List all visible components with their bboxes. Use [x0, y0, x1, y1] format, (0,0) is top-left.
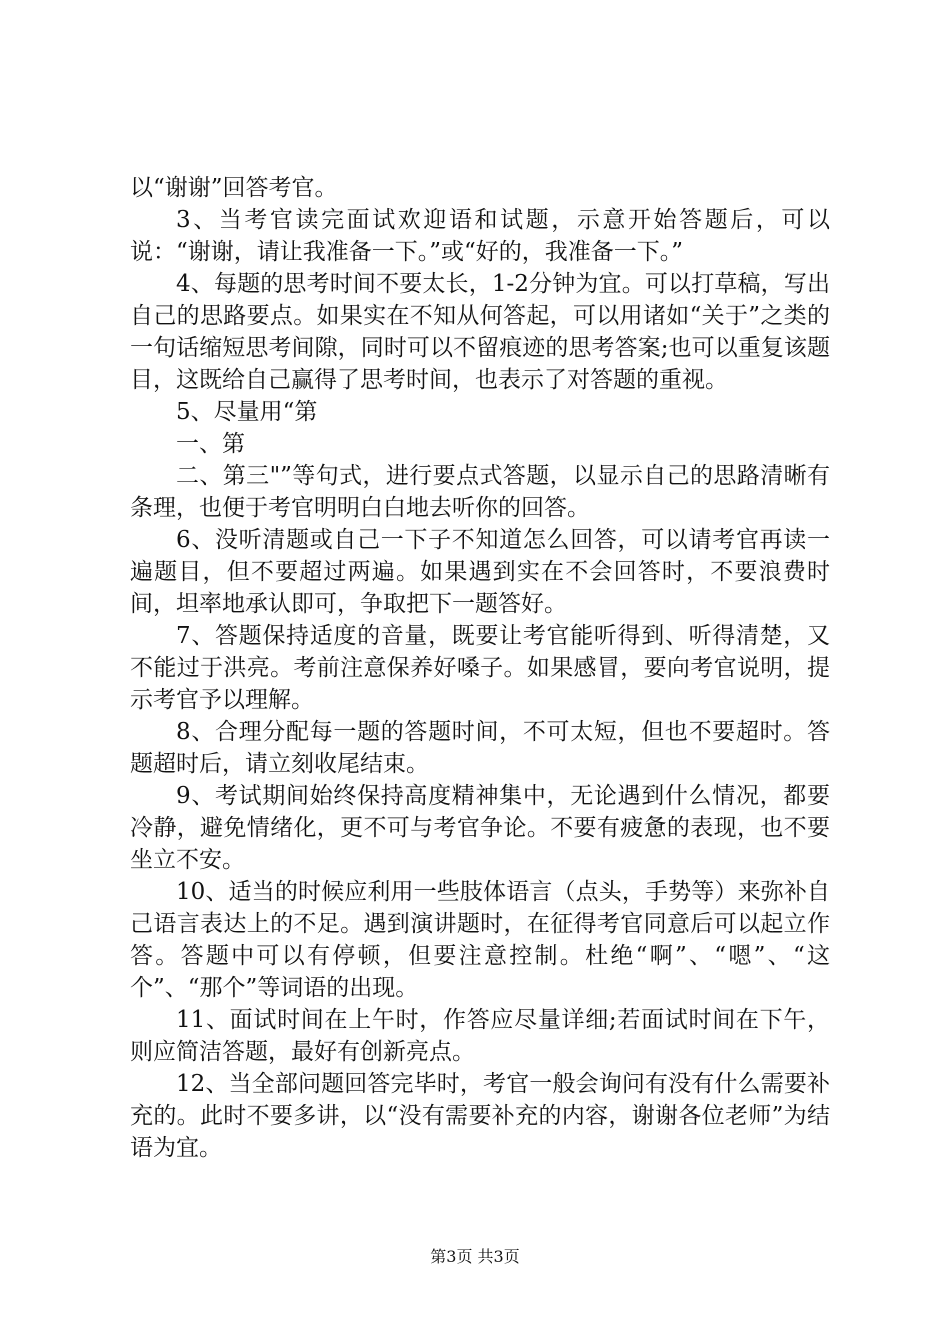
paragraph-item-11: 11、面试时间在上午时，作答应尽量详细;若面试时间在下午，则应简洁答题，最好有创新亮点。 — [130, 1007, 830, 1065]
paragraph-item-3: 3、当考官读完面试欢迎语和试题，示意开始答题后，可以说：“谢谢，请让我准备一下。”或“好的，我准备一下。” — [130, 207, 830, 265]
paragraph-item-8: 8、合理分配每一题的答题时间，不可太短，但也不要超时。答题超时后，请立刻收尾结束。 — [130, 719, 830, 777]
paragraph-item-4: 4、每题的思考时间不要太长，1-2分钟为宜。可以打草稿，写出自己的思路要点。如果实在不知从何答起，可以用诸如“关于”之类的一句话缩短思考间隙，同时可以不留痕迹的思考答案;也可以重复该题目，这既给自己赢得了思考时间，也表示了对答题的重视。 — [130, 271, 830, 393]
paragraph-item-5: 5、尽量用“第 — [176, 399, 318, 425]
paragraph-item-6: 6、没听清题或自己一下子不知道怎么回答，可以请考官再读一遍题目，但不要超过两遍。如果遇到实在不会回答时，不要浪费时间，坦率地承认即可，争取把下一题答好。 — [130, 527, 830, 617]
paragraph-item-10: 10、适当的时候应利用一些肢体语言（点头，手势等）来弥补自己语言表达上的不足。遇到演讲题时，在征得考官同意后可以起立作答。答题中可以有停顿，但要注意控制。杜绝“啊”、“嗯”、“这个”、“那个”等词语的出现。 — [130, 879, 830, 1001]
paragraph-item-5-line-2: 一、第 — [176, 431, 245, 457]
paragraph-continuation: 以“谢谢”回答考官。 — [130, 175, 338, 201]
paragraph-item-7: 7、答题保持适度的音量，既要让考官能听得到、听得清楚，又不能过于洪亮。考前注意保养好嗓子。如果感冒，要向考官说明，提示考官予以理解。 — [130, 623, 830, 713]
paragraph-item-9: 9、考试期间始终保持高度精神集中，无论遇到什么情况，都要冷静，避免情绪化，更不可与考官争论。不要有疲惫的表现，也不要坐立不安。 — [130, 783, 830, 873]
paragraph-item-5-line-3: 二、第三"”等句式，进行要点式答题，以显示自己的思路清晰有条理，也便于考官明明白白地去听你的回答。 — [130, 463, 830, 521]
page-footer: 第3页 共3页 — [430, 1247, 520, 1266]
paragraph-item-12: 12、当全部问题回答完毕时，考官一般会询问有没有什么需要补充的。此时不要多讲，以“没有需要补充的内容，谢谢各位老师”为结语为宜。 — [130, 1071, 830, 1161]
document-body — [130, 172, 830, 1164]
